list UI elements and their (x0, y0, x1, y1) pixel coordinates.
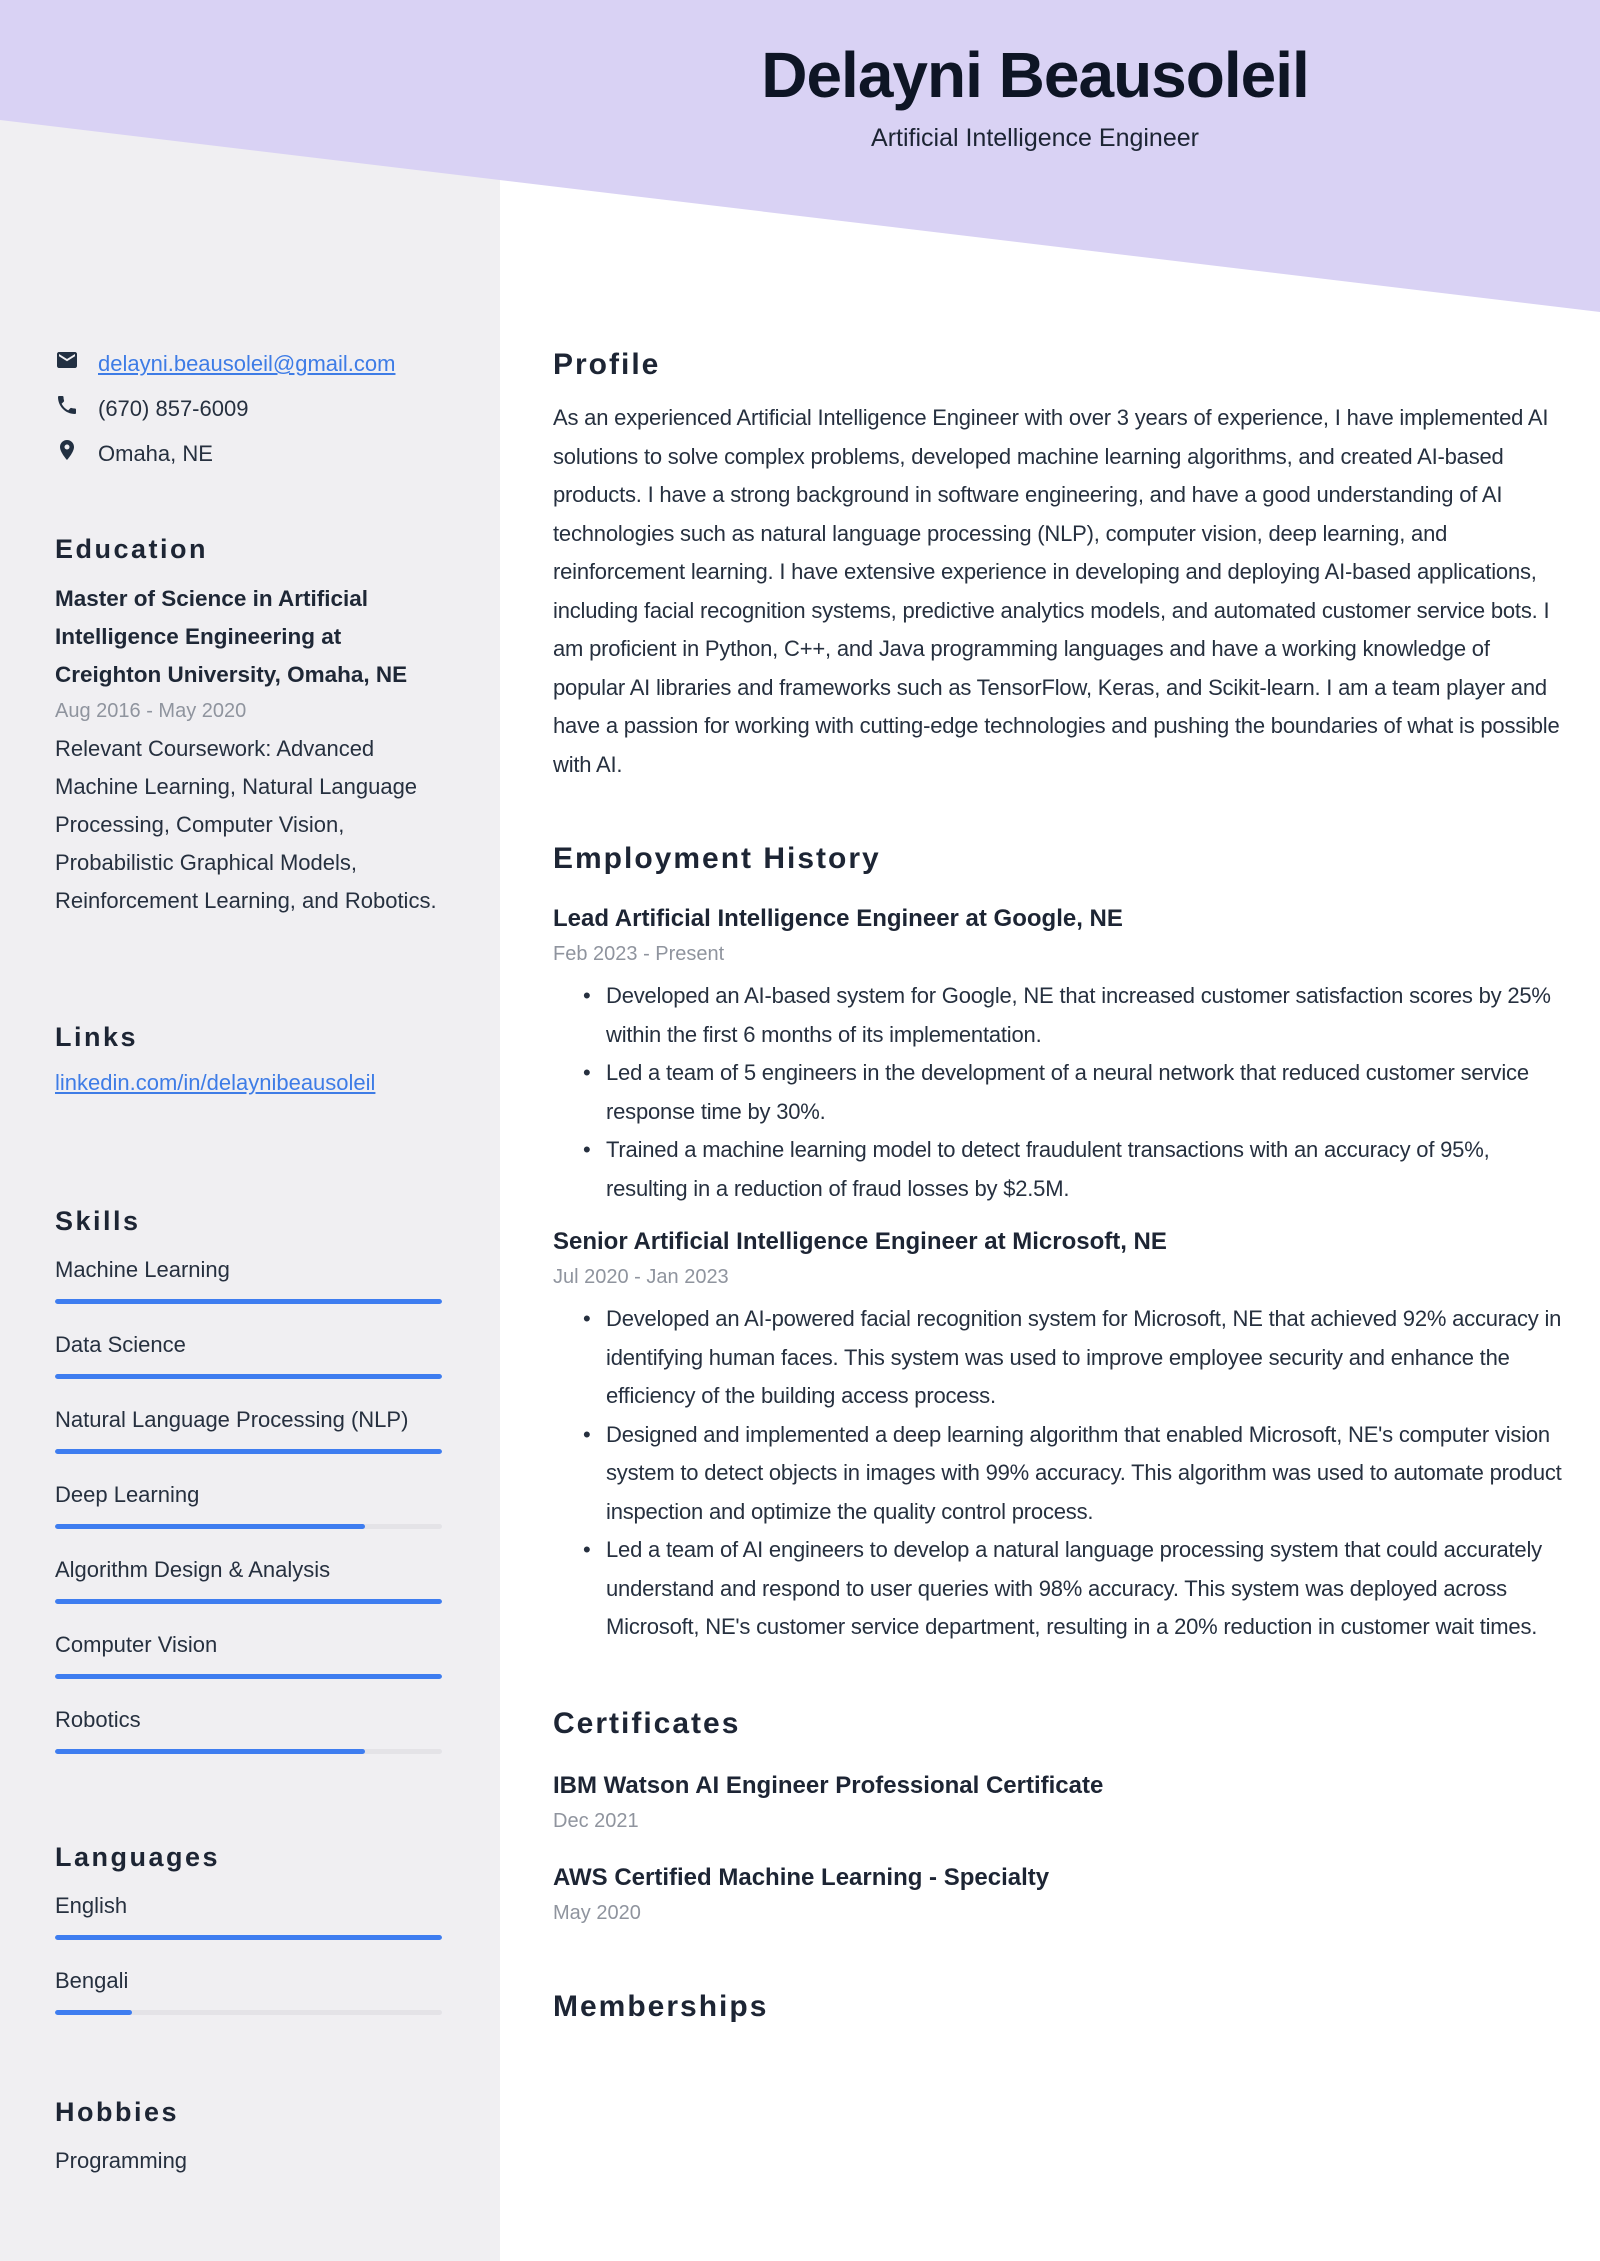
language-bar-fill (55, 2010, 132, 2015)
skill-name: Data Science (55, 1332, 186, 1357)
skill-bar-fill (55, 1749, 365, 1754)
skill-name: Computer Vision (55, 1632, 218, 1657)
language-bar-track (55, 2010, 442, 2015)
email-link[interactable]: delayni.beausoleil@gmail.com (98, 351, 396, 376)
email-row (55, 348, 442, 380)
page-title: Delayni Beausoleil (761, 39, 1309, 111)
degree-title: Master of Science in Artificial Intelligence Engineering at Creighton University, Omaha, NE (55, 586, 408, 687)
job-title: Senior Artificial Intelligence Engineer at Microsoft, NE (553, 1228, 1167, 1255)
skill-item (55, 1479, 442, 1529)
links-heading: Links (55, 1022, 139, 1052)
certificate-dates: Dec 2021 (553, 1809, 639, 1832)
skill-bar-fill (55, 1524, 365, 1529)
profile-text: As an experienced Artificial Intelligence Engineer with over 3 years of experience, I have implemented AI solutions to solve complex problems, developed machine learning algorithms, and created AI-based products. I have a strong background in software engineering, and have a good understanding of AI technologies such as natural language processing (NLP), computer vision, deep learning, and reinforcement learning. I have extensive experience in developing and deploying AI-based applications, including facial recognition systems, predictive analytics models, and automated customer service bots. I am proficient in Python, C++, and Java programming languages and have a working knowledge of popular AI libraries and frameworks such as TensorFlow, Keras, and Scikit-learn. I am a team player and have a passion for working with cutting-edge technologies and pushing the boundaries of what is possible with AI. (553, 405, 1560, 777)
envelope-icon (55, 348, 79, 380)
certificates-section (553, 1705, 1563, 1926)
employment-section (553, 840, 1563, 1647)
language-name: Bengali (55, 1968, 129, 1993)
education-section (55, 532, 442, 920)
skill-bar-track (55, 1674, 442, 1679)
certificate-dates: May 2020 (553, 1901, 641, 1924)
links-section (55, 1020, 442, 1096)
skill-name: Deep Learning (55, 1482, 200, 1507)
job-bullets (553, 977, 1563, 1208)
skill-bar-track (55, 1749, 442, 1754)
skill-bar-track (55, 1524, 442, 1529)
hobby-item: Programming (55, 2148, 188, 2173)
language-item (55, 1890, 442, 1940)
job-bullet: • Led a team of 5 engineers in the development of a neural network that reduced customer service response time by 30%. (553, 1054, 1563, 1131)
job-bullet: • Designed and implemented a deep learning algorithm that enabled Microsoft, NE's computer vision system to detect objects in images with 99% accuracy. This algorithm was used to automate product inspection and optimize the quality control process. (553, 1416, 1563, 1532)
job-bullet: • Developed an AI-based system for Google, NE that increased customer satisfaction scores by 25% within the first 6 months of its implementation. (553, 977, 1563, 1054)
languages-heading: Languages (55, 1842, 221, 1872)
job-bullet: • Developed an AI-powered facial recognition system for Microsoft, NE that achieved 92% accuracy in identifying human faces. This system was used to improve employee security and enhance the efficiency of the building access process. (553, 1300, 1563, 1416)
job-dates: Feb 2023 - Present (553, 943, 725, 965)
job-entry (553, 903, 1563, 1208)
skill-item (55, 1329, 442, 1379)
language-bar-track (55, 1935, 442, 1940)
job-bullets (553, 1300, 1563, 1647)
skill-bar-track (55, 1599, 442, 1604)
memberships-section (553, 1988, 1563, 2025)
location-row (55, 438, 442, 470)
certificate-entry (553, 1770, 1563, 1834)
skill-name: Machine Learning (55, 1257, 230, 1282)
phone-row (55, 393, 442, 425)
skill-item (55, 1254, 442, 1304)
phone-icon (55, 393, 79, 425)
profile-section (553, 346, 1563, 784)
skill-item (55, 1704, 442, 1754)
phone-number: (670) 857-6009 (98, 396, 249, 421)
certificate-title: AWS Certified Machine Learning - Specialty (553, 1863, 1050, 1891)
skill-bar-fill (55, 1599, 442, 1604)
main-content (553, 0, 1563, 2025)
skill-bar-track (55, 1449, 442, 1454)
profile-heading: Profile (553, 348, 661, 381)
skills-heading: Skills (55, 1206, 141, 1236)
skill-bar-track (55, 1374, 442, 1379)
skills-section (55, 1204, 442, 1754)
job-title: Lead Artificial Intelligence Engineer at Google, NE (553, 905, 1123, 932)
memberships-heading: Memberships (553, 1989, 769, 2023)
education-description: Relevant Coursework: Advanced Machine Learning, Natural Language Processing, Computer Vision, Probabilistic Graphical Models, Reinforcement Learning, and Robotics. (55, 736, 437, 913)
skill-item (55, 1629, 442, 1679)
skill-name: Natural Language Processing (NLP) (55, 1407, 409, 1432)
employment-heading: Employment History (553, 842, 881, 875)
linkedin-link[interactable]: linkedin.com/in/delaynibeausoleil (55, 1070, 376, 1095)
location-text: Omaha, NE (98, 441, 213, 466)
skill-bar-fill (55, 1374, 442, 1379)
language-item (55, 1965, 442, 2015)
job-dates: Jul 2020 - Jan 2023 (553, 1266, 729, 1288)
languages-section (55, 1840, 442, 2015)
job-title-subtitle: Artificial Intelligence Engineer (871, 123, 1199, 152)
skill-item (55, 1404, 442, 1454)
certificate-title: IBM Watson AI Engineer Professional Certificate (553, 1771, 1104, 1799)
skill-name: Algorithm Design & Analysis (55, 1557, 331, 1582)
contact-section (55, 348, 442, 470)
certificate-entry (553, 1862, 1563, 1926)
skill-bar-track (55, 1299, 442, 1304)
sidebar (0, 0, 500, 2176)
skill-bar-fill (55, 1674, 442, 1679)
job-entry (553, 1226, 1563, 1647)
skill-bar-fill (55, 1449, 442, 1454)
skill-name: Robotics (55, 1707, 141, 1732)
hobbies-section (55, 2095, 442, 2176)
skill-item (55, 1554, 442, 1604)
location-pin-icon (55, 438, 79, 470)
language-name: English (55, 1893, 128, 1918)
hobbies-heading: Hobbies (55, 2097, 180, 2127)
job-bullet: • Led a team of AI engineers to develop a natural language processing system that could accurately understand and respond to user queries with 98% accuracy. This system was deployed across Microsoft, NE's customer service department, resulting in a 20% reduction in customer wait times. (553, 1531, 1563, 1647)
education-dates: Aug 2016 - May 2020 (55, 700, 247, 722)
skill-bar-fill (55, 1299, 442, 1304)
language-bar-fill (55, 1935, 442, 1940)
education-heading: Education (55, 534, 209, 564)
certificates-heading: Certificates (553, 1706, 741, 1740)
job-bullet: • Trained a machine learning model to detect fraudulent transactions with an accuracy of 95%, resulting in a reduction of fraud losses by $2.5M. (553, 1131, 1563, 1208)
